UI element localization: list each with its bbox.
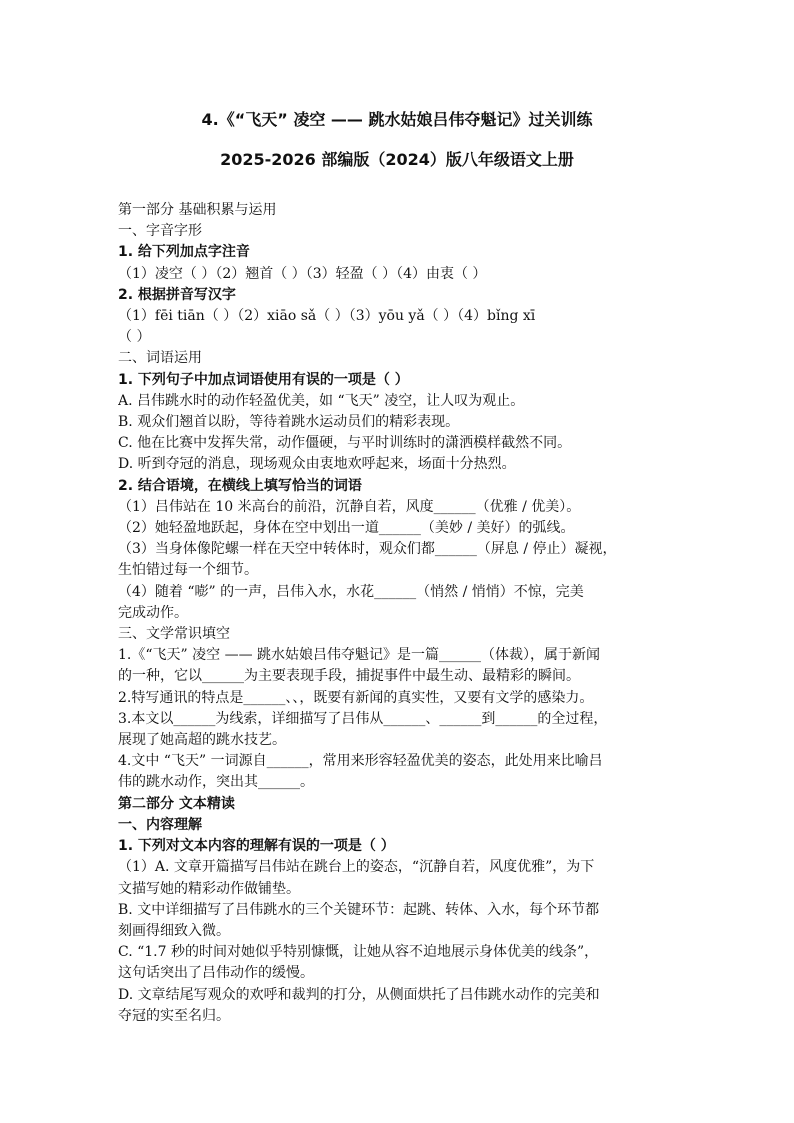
question-heading: 2. 结合语境，在横线上填写恰当的词语: [118, 477, 362, 494]
text-line: （1）fēi tiān（ ）（2）xiāo sǎ（ ）（3）yōu yǎ（ ）（4）bǐng xī: [118, 308, 536, 325]
document-title: 4.《“飞天” 凌空 —— 跳水姑娘吕伟夺魁记》过关训练: [201, 110, 593, 129]
question-heading: 2. 根据拼音写汉字: [118, 286, 236, 303]
text-line: 一、字音字形: [118, 223, 202, 240]
question-heading: 第二部分 文本精读: [118, 795, 235, 812]
text-line: 三、文学常识填空: [118, 626, 230, 643]
text-line: 3.本文以______为线索，详细描写了吕伟从______、______到______的全过程，: [118, 710, 608, 727]
text-line: 伟的跳水动作，突出其______。: [118, 774, 314, 791]
text-line: （1）吕伟站在 10 米高台的前沿，沉静自若，风度______（优雅 / 优美）。: [118, 498, 581, 515]
text-line: 夺冠的实至名归。: [118, 1007, 230, 1024]
text-line: （3）当身体像陀螺一样在天空中转体时，观众们都______（屏息 / 停止）凝视，: [118, 541, 617, 558]
text-line: 二、词语运用: [118, 350, 202, 367]
text-line: 1.《“飞天” 凌空 —— 跳水姑娘吕伟夺魁记》是一篇______（体裁），属于新闻: [118, 647, 601, 664]
text-line: 完成动作。: [118, 604, 188, 621]
question-heading: 1. 下列句子中加点词语使用有误的一项是（ ）: [118, 371, 409, 388]
text-line: 生怕错过每一个细节。: [118, 562, 258, 579]
text-line: D. 文章结尾写观众的欢呼和裁判的打分，从侧面烘托了吕伟跳水动作的完美和: [118, 986, 600, 1003]
text-line: A. 吕伟跳水时的动作轻盈优美，如 “飞天” 凌空，让人叹为观止。: [118, 392, 525, 409]
text-line: D. 听到夺冠的消息，现场观众由衷地欢呼起来，场面十分热烈。: [118, 456, 516, 473]
text-line: 这句话突出了吕伟动作的缓慢。: [118, 965, 314, 982]
document-subtitle: 2025-2026 部编版（2024）版八年级语文上册: [220, 150, 574, 169]
text-line: 第一部分 基础积累与运用: [118, 202, 277, 218]
text-line: 2.特写通讯的特点是______、、，既要有新闻的真实性，又要有文学的感染力。: [118, 689, 594, 706]
text-line: B. 观众们翘首以盼，等待着跳水运动员们的精彩表现。: [118, 414, 460, 431]
text-line: （2）她轻盈地跃起，身体在空中划出一道______（美妙 / 美好）的弧线。: [118, 520, 575, 537]
question-heading: 一、内容理解: [118, 816, 202, 833]
text-line: 文描写她的精彩动作做铺垫。: [118, 880, 300, 897]
text-line: 4.文中 “飞天” 一词源自______，常用来形容轻盈优美的姿态，此处用来比喻吕: [118, 753, 603, 770]
text-line: （1）A. 文章开篇描写吕伟站在跳台上的姿态，“沉静自若，风度优雅”，为下: [118, 859, 595, 876]
text-line: C. 他在比赛中发挥失常，动作僵硬，与平时训练时的潇洒模样截然不同。: [118, 435, 572, 452]
text-line: （4）随着 “嘭” 的一声，吕伟入水，水花______（悄然 / 悄悄）不惊，完美: [118, 583, 584, 600]
text-line: 刻画得细致入微。: [118, 922, 230, 939]
question-heading: 1. 下列对文本内容的理解有误的一项是（ ）: [118, 838, 395, 855]
text-line: 的一种，它以______为主要表现手段，捕捉事件中最生动、最精彩的瞬间。: [118, 668, 580, 685]
text-line: C. “1.7 秒的时间对她似乎特别慷慨，让她从容不迫地展示身体优美的线条”，: [118, 944, 599, 961]
text-line: B. 文中详细描写了吕伟跳水的三个关键环节：起跳、转体、入水，每个环节都: [118, 901, 600, 918]
document-body: [118, 200, 684, 1027]
question-heading: 1. 给下列加点字注音: [118, 244, 250, 261]
text-line: 展现了她高超的跳水技艺。: [118, 732, 286, 749]
text-line: （ ）: [118, 329, 151, 346]
text-line: （1）凌空（ ）（2）翘首（ ）（3）轻盈（ ）（4）由衷（ ）: [118, 265, 487, 282]
